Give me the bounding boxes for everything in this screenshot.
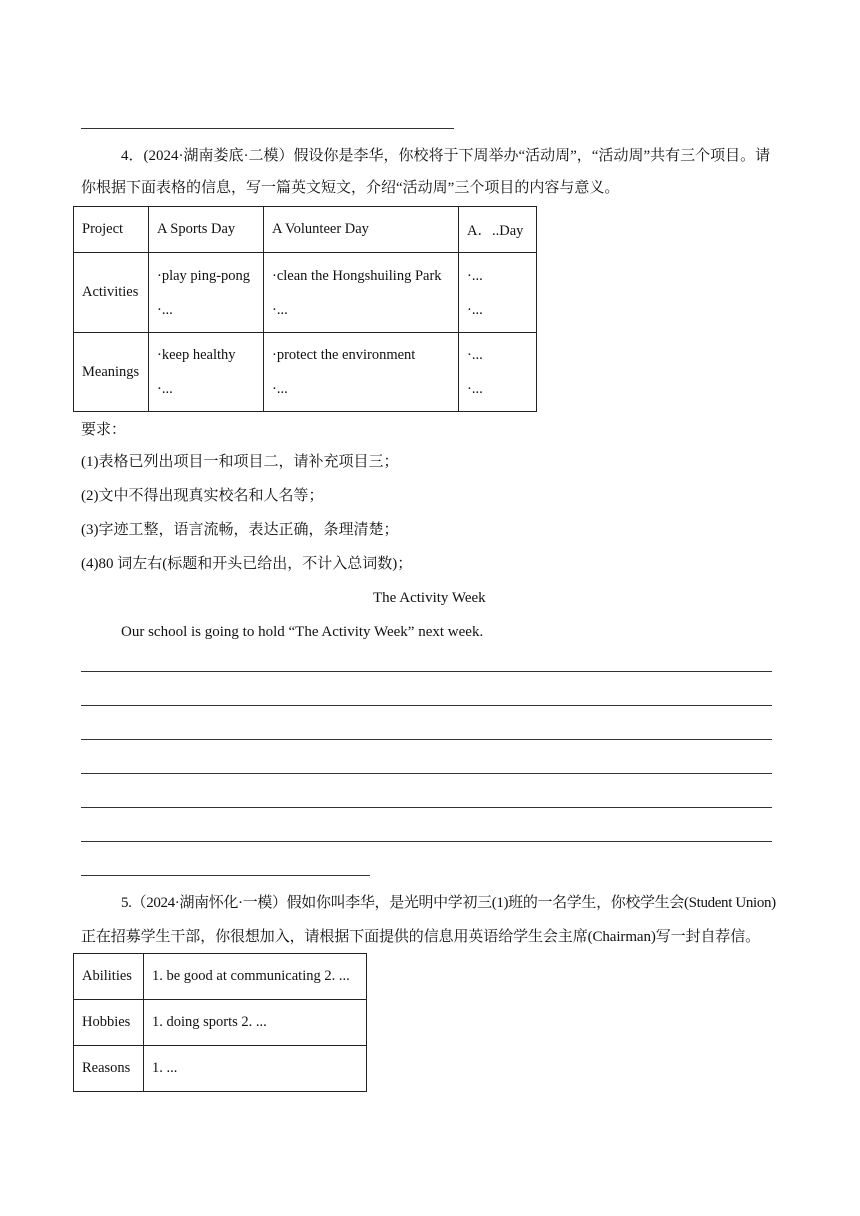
table-cell (149, 253, 264, 333)
q5-intro-line1: 5.（2024·湖南怀化·一模）假如你叫李华，是光明中学初三(1)班的一名学生，你校学生会(Student Union) (121, 895, 776, 911)
cell-line: ·... (467, 301, 483, 318)
table-header-cell: Project (74, 207, 149, 253)
row-label: Reasons (74, 1046, 144, 1092)
q4-intro-line2: 你根据下面表格的信息，写一篇英文短文，介绍“活动周”三个项目的内容与意义。 (81, 180, 620, 196)
requirements-title: 要求： (81, 422, 127, 438)
table-cell: 1. ... (144, 1046, 367, 1092)
row-label: Hobbies (74, 1000, 144, 1046)
table-row (74, 1046, 367, 1092)
q4-project-table (73, 206, 537, 412)
requirement-item: (1)表格已列出项目一和项目二，请补充项目三； (81, 454, 399, 470)
table-row (74, 1000, 367, 1046)
table-header-cell: A Sports Day (149, 207, 264, 253)
q4-intro-line1: 4．(2024·湖南娄底·二模）假设你是李华，你校将于下周举办“活动周”，“活动周”共有三个项目。请 (121, 148, 771, 164)
table-cell (459, 253, 537, 333)
row-label: Abilities (74, 954, 144, 1000)
table-cell (459, 333, 537, 412)
table-row (74, 253, 537, 333)
essay-title: The Activity Week (373, 590, 486, 606)
cell-line: ·... (157, 381, 173, 397)
cell-line: ·... (467, 347, 483, 363)
answer-line (81, 705, 772, 706)
table-cell: 1. be good at communicating 2. ... (144, 954, 367, 1000)
answer-line (81, 739, 772, 740)
cell-line: ·protect the environment (272, 347, 416, 363)
q5-info-table (73, 953, 367, 1092)
cell-line: ·... (272, 301, 288, 318)
requirement-item: (2)文中不得出现真实校名和人名等； (81, 488, 324, 504)
table-cell (149, 333, 264, 412)
answer-line (81, 671, 772, 672)
answer-line (81, 841, 772, 842)
table-header-row (74, 207, 537, 253)
table-header-cell: A Volunteer Day (264, 207, 459, 253)
table-row (74, 333, 537, 412)
table-header-cell: A．..Day (459, 207, 537, 253)
answer-line (81, 128, 454, 129)
essay-opening: Our school is going to hold “The Activity Week” next week. (121, 624, 484, 640)
row-label: Activities (74, 253, 149, 333)
cell-line: ·play ping-pong (157, 267, 251, 284)
requirement-item: (3)字迹工整，语言流畅，表达正确，条理清楚； (81, 522, 399, 538)
cell-line: ·keep healthy (157, 347, 236, 363)
table-cell: 1. doing sports 2. ... (144, 1000, 367, 1046)
answer-line (81, 875, 370, 876)
row-label: Meanings (74, 333, 149, 412)
answer-line (81, 807, 772, 808)
table-cell (264, 333, 459, 412)
answer-line (81, 773, 772, 774)
table-row (74, 954, 367, 1000)
table-cell (264, 253, 459, 333)
cell-line: ·clean the Hongshuiling Park (272, 267, 442, 284)
requirement-item: (4)80 词左右(标题和开头已给出，不计入总词数)； (81, 556, 413, 572)
cell-line: ·... (272, 381, 288, 397)
q5-intro-line2: 正在招募学生干部，你很想加入，请根据下面提供的信息用英语给学生会主席(Chairman)写一封自荐信。 (81, 929, 761, 945)
cell-line: ·... (157, 301, 173, 318)
cell-line: ·... (467, 381, 483, 397)
cell-line: ·... (467, 267, 483, 284)
